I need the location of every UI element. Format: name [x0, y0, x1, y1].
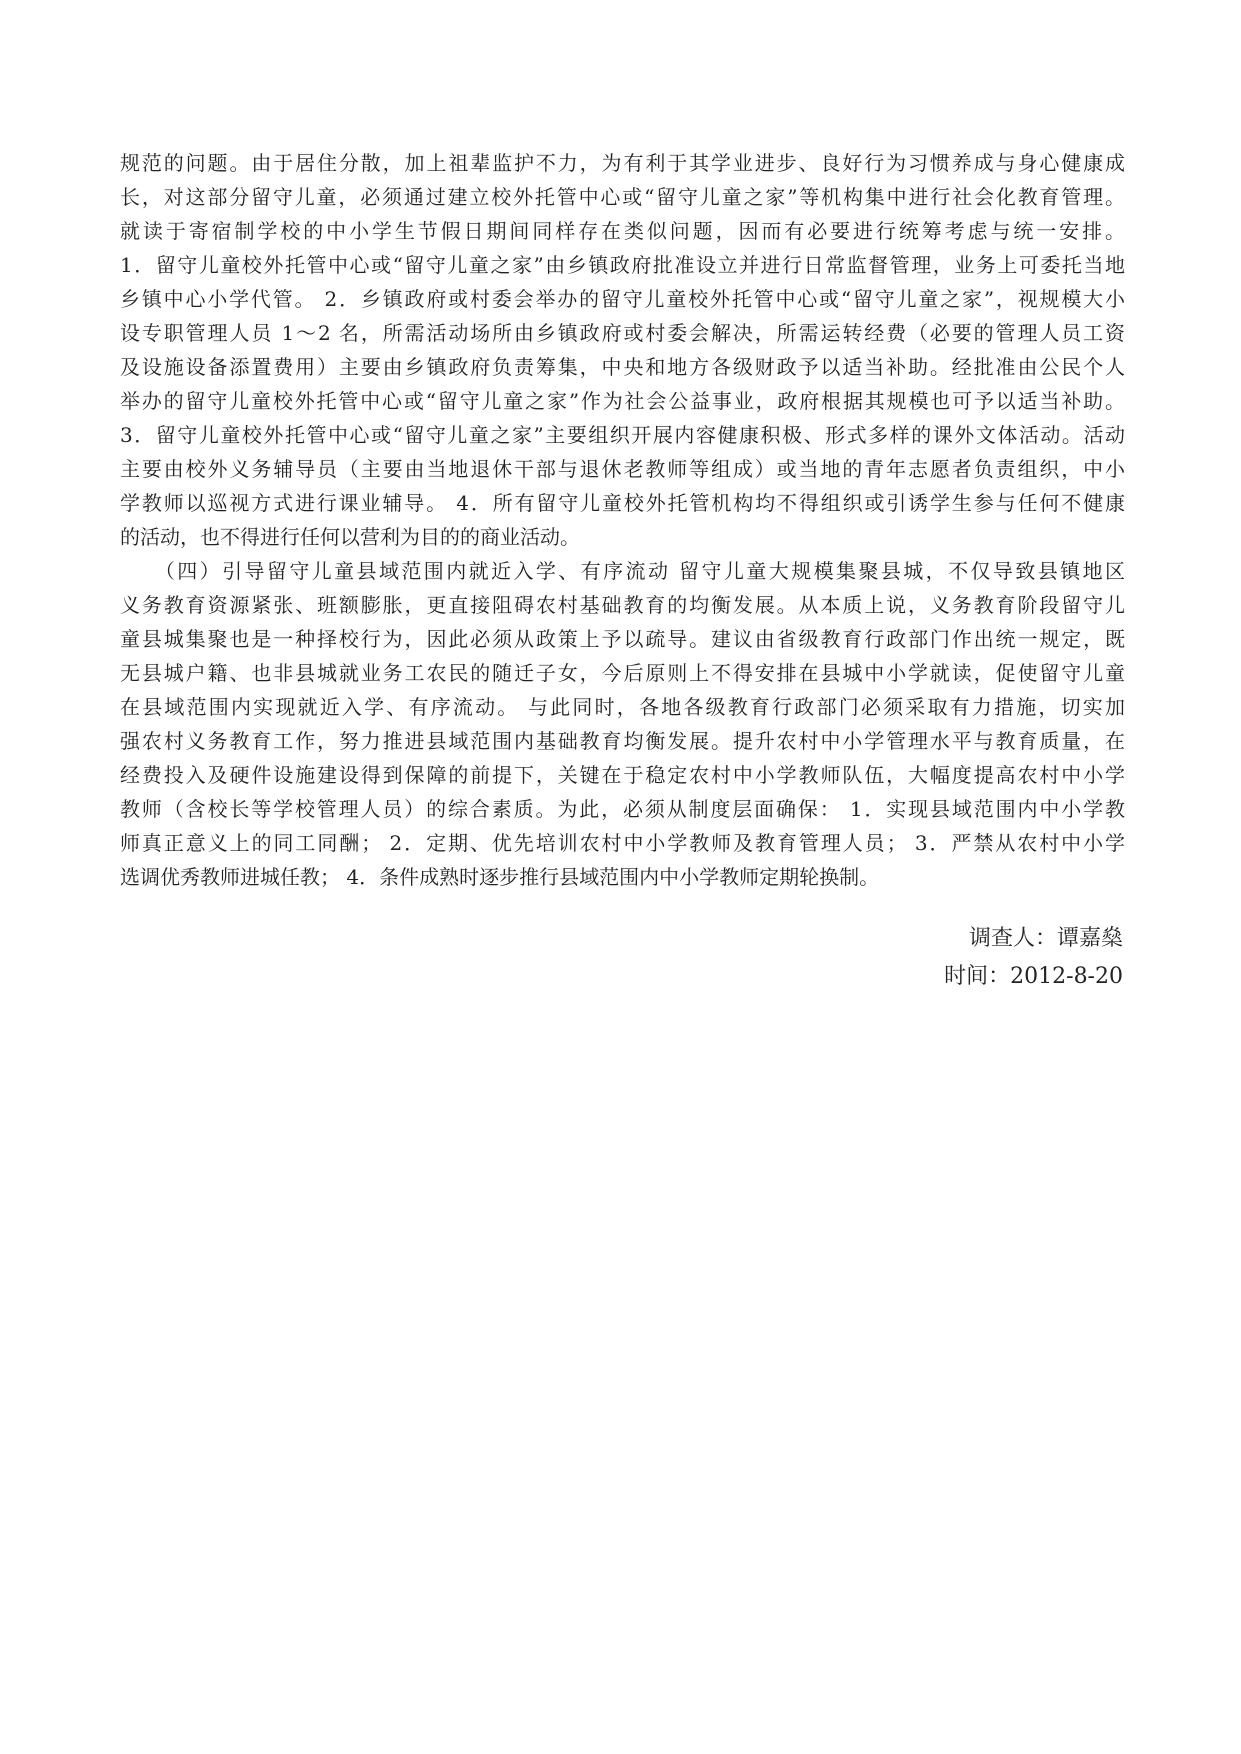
body-text	[120, 146, 1125, 894]
text-line: 3．留守儿童校外托管中心或“留守儿童之家”主要组织开展内容健康积极、形式多样的课外文体活动。活动	[120, 423, 1125, 447]
text-line: 无县城户籍、也非县城就业务工农民的随迁子女，今后原则上不得安排在县城中小学就读，促使留守儿童	[120, 661, 1125, 685]
text-line: 在县域范围内实现就近入学、有序流动。 与此同时，各地各级教育行政部门必须采取有力措施，切实加	[120, 695, 1125, 719]
text-line: 举办的留守儿童校外托管中心或“留守儿童之家”作为社会公益事业，政府根据其规模也可予以适当补助。	[120, 389, 1125, 413]
text-line: 主要由校外义务辅导员（主要由当地退休干部与退休老教师等组成）或当地的青年志愿者负责组织，中小	[120, 457, 1125, 481]
text-line: 学教师以巡视方式进行课业辅导。 4．所有留守儿童校外托管机构均不得组织或引诱学生参与任何不健康	[120, 491, 1125, 515]
text-line: （四）引导留守儿童县域范围内就近入学、有序流动 留守儿童大规模集聚县城，不仅导致县镇地区	[120, 559, 1125, 583]
text-line: 师真正意义上的同工同酬； 2．定期、优先培训农村中小学教师及教育管理人员； 3．严禁从农村中小学	[120, 831, 1125, 855]
signature-block	[944, 920, 1123, 996]
text-line: 教师（含校长等学校管理人员）的综合素质。为此，必须从制度层面确保： 1．实现县域范围内中小学教	[120, 797, 1125, 821]
text-line: 强农村义务教育工作，努力推进县域范围内基础教育均衡发展。提升农村中小学管理水平与教育质量，在	[120, 729, 1125, 753]
text-line: 1．留守儿童校外托管中心或“留守儿童之家”由乡镇政府批准设立并进行日常监督管理，业务上可委托当地	[120, 253, 1125, 277]
text-line: 设专职管理人员 1～2 名，所需活动场所由乡镇政府或村委会解决，所需运转经费（必要的管理人员工资	[120, 321, 1125, 345]
text-line: 及设施设备添置费用）主要由乡镇政府负责筹集，中央和地方各级财政予以适当补助。经批准由公民个人	[120, 355, 1125, 379]
text-line: 规范的问题。由于居住分散，加上祖辈监护不力，为有利于其学业进步、良好行为习惯养成与身心健康成	[120, 151, 1125, 175]
text-line: 义务教育资源紧张、班额膨胀，更直接阻碍农村基础教育的均衡发展。从本质上说，义务教育阶段留守儿	[120, 593, 1125, 617]
investigator-name: 调查人：谭嘉燊	[968, 926, 1123, 951]
text-line: 经费投入及硬件设施建设得到保障的前提下，关键在于稳定农村中小学教师队伍，大幅度提高农村中小学	[120, 763, 1125, 787]
report-date: 时间：2012-8-20	[944, 964, 1123, 989]
text-line: 选调优秀教师进城任教； 4．条件成熟时逐步推行县域范围内中小学教师定期轮换制。	[120, 865, 880, 889]
text-line: 童县城集聚也是一种择校行为，因此必须从政策上予以疏导。建议由省级教育行政部门作出统一规定，既	[120, 627, 1125, 651]
text-line: 长，对这部分留守儿童，必须通过建立校外托管中心或“留守儿童之家”等机构集中进行社会化教育管理。	[120, 185, 1125, 209]
text-line: 的活动，也不得进行任何以营利为目的的商业活动。	[120, 525, 580, 549]
text-line: 乡镇中心小学代管。 2．乡镇政府或村委会举办的留守儿童校外托管中心或“留守儿童之家”，视规模大小	[120, 287, 1125, 311]
text-line: 就读于寄宿制学校的中小学生节假日期间同样存在类似问题，因而有必要进行统筹考虑与统一安排。	[120, 219, 1125, 243]
